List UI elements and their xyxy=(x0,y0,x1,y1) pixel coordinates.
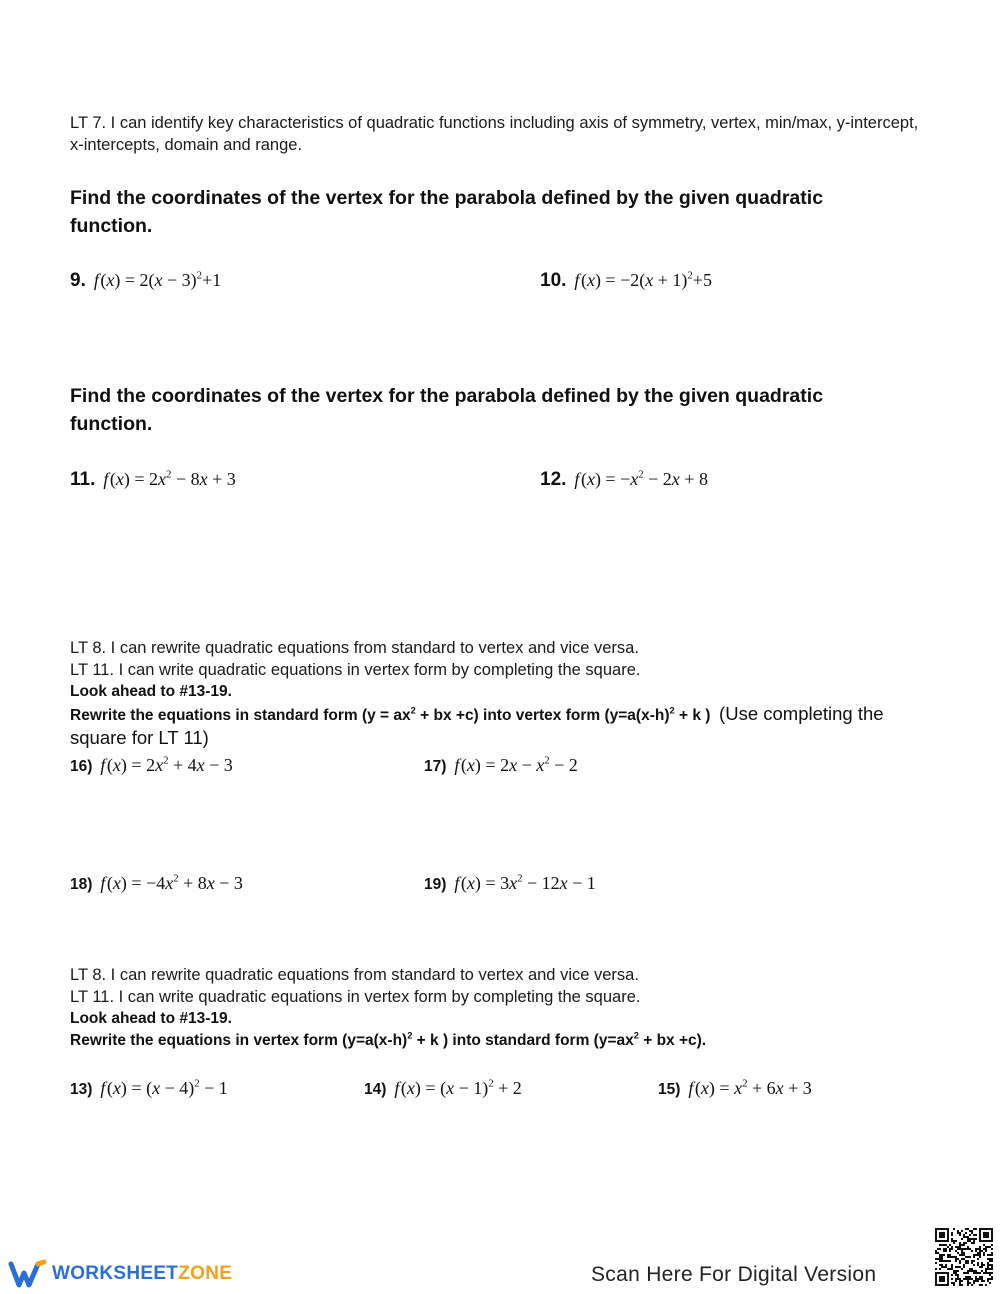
problem-14 xyxy=(364,1078,522,1099)
problem-16 xyxy=(70,755,233,776)
rewrite-instruction-vertex-to-standard: Rewrite the equations in vertex form ($y=a(x-h)^2 + k$ ) into standard form ($y=ax^2$ + bx +c). xyxy=(70,1030,707,1049)
problem-number: 18) xyxy=(70,876,93,893)
equation: f $(x) = 2x^2 + 4x - 3$ xyxy=(100,754,233,775)
equation: f $(x) = (x - 4)^2 - 1$ xyxy=(100,1077,228,1098)
problem-10 xyxy=(540,270,712,292)
problem-19 xyxy=(424,873,596,894)
problem-number: 13) xyxy=(70,1081,93,1098)
look-ahead-note-repeat: Look ahead to #13-19. xyxy=(70,1010,232,1027)
problem-17 xyxy=(424,755,578,776)
equation: f $(x) = 3x^2 - 12x - 1$ xyxy=(454,872,596,893)
problem-11 xyxy=(70,469,236,491)
equation: f $(x) = -x^2 - 2x + 8$ xyxy=(574,468,708,489)
section-heading-vertex-1: Find the coordinates of the vertex for the parabola defined by the given quadratic function. xyxy=(70,187,824,237)
worksheetzone-logo-icon xyxy=(8,1259,48,1289)
problem-15 xyxy=(658,1078,812,1099)
problem-number: 9. xyxy=(70,270,86,291)
equation: f $(x) = -4x^2 + 8x - 3$ xyxy=(100,872,243,893)
equation: f $(x) = (x - 1)^2 + 2$ xyxy=(394,1077,522,1098)
equation: f $(x) = 2x^2 - 8x + 3$ xyxy=(103,468,236,489)
logo-word-worksheet: WORKSHEET xyxy=(52,1263,179,1284)
problem-number: 19) xyxy=(424,876,447,893)
scan-here-text: Scan Here For Digital Version xyxy=(591,1263,877,1286)
equation: f $(x) = x^2 + 6x + 3$ xyxy=(688,1077,812,1098)
equation: f $(x) = 2(x - 3)^2+1$ xyxy=(93,269,222,290)
learning-target-8-repeat: LT 8. I can rewrite quadratic equations from standard to vertex and vice versa. xyxy=(70,966,639,984)
worksheetzone-logo[interactable] xyxy=(8,1259,232,1289)
qr-code-graphic xyxy=(935,1228,993,1286)
problem-number: 11. xyxy=(70,469,96,490)
learning-target-7: LT 7. I can identify key characteristics of quadratic functions including axis of symmetry, vertex, min/max, y-intercept, x-intercepts, domain and range. xyxy=(70,114,919,154)
problem-number: 12. xyxy=(540,469,567,490)
problem-18 xyxy=(70,873,243,894)
equation: f $(x) = 2x - x^2 - 2$ xyxy=(454,754,578,775)
learning-target-11-repeat: LT 11. I can write quadratic equations in vertex form by completing the square. xyxy=(70,988,641,1006)
logo-word-zone: ZONE xyxy=(178,1263,233,1284)
problem-9 xyxy=(70,270,221,292)
qr-code-icon[interactable] xyxy=(935,1228,993,1291)
problem-number: 14) xyxy=(364,1081,387,1098)
problem-13 xyxy=(70,1078,228,1099)
problem-number: 10. xyxy=(540,270,567,291)
problem-number: 16) xyxy=(70,758,93,775)
problem-12 xyxy=(540,469,708,491)
section-heading-vertex-2: Find the coordinates of the vertex for the parabola defined by the given quadratic function. xyxy=(70,385,824,435)
learning-target-8: LT 8. I can rewrite quadratic equations from standard to vertex and vice versa. xyxy=(70,639,639,657)
problem-number: 17) xyxy=(424,758,447,775)
rewrite-instruction: Rewrite the equations in standard form ($y = ax^2$ + bx +c) into vertex form ($y=a(x-h)^2 + k$ ) (Use completing the square for LT 11) xyxy=(70,703,884,748)
problem-number: 15) xyxy=(658,1081,681,1098)
equation: f $(x) = -2(x + 1)^2+5$ xyxy=(574,269,712,290)
learning-target-11: LT 11. I can write quadratic equations in vertex form by completing the square. xyxy=(70,661,641,679)
completing-square-note: (Use completing the square for LT 11) xyxy=(70,703,884,748)
look-ahead-note: Look ahead to #13-19. xyxy=(70,683,232,700)
